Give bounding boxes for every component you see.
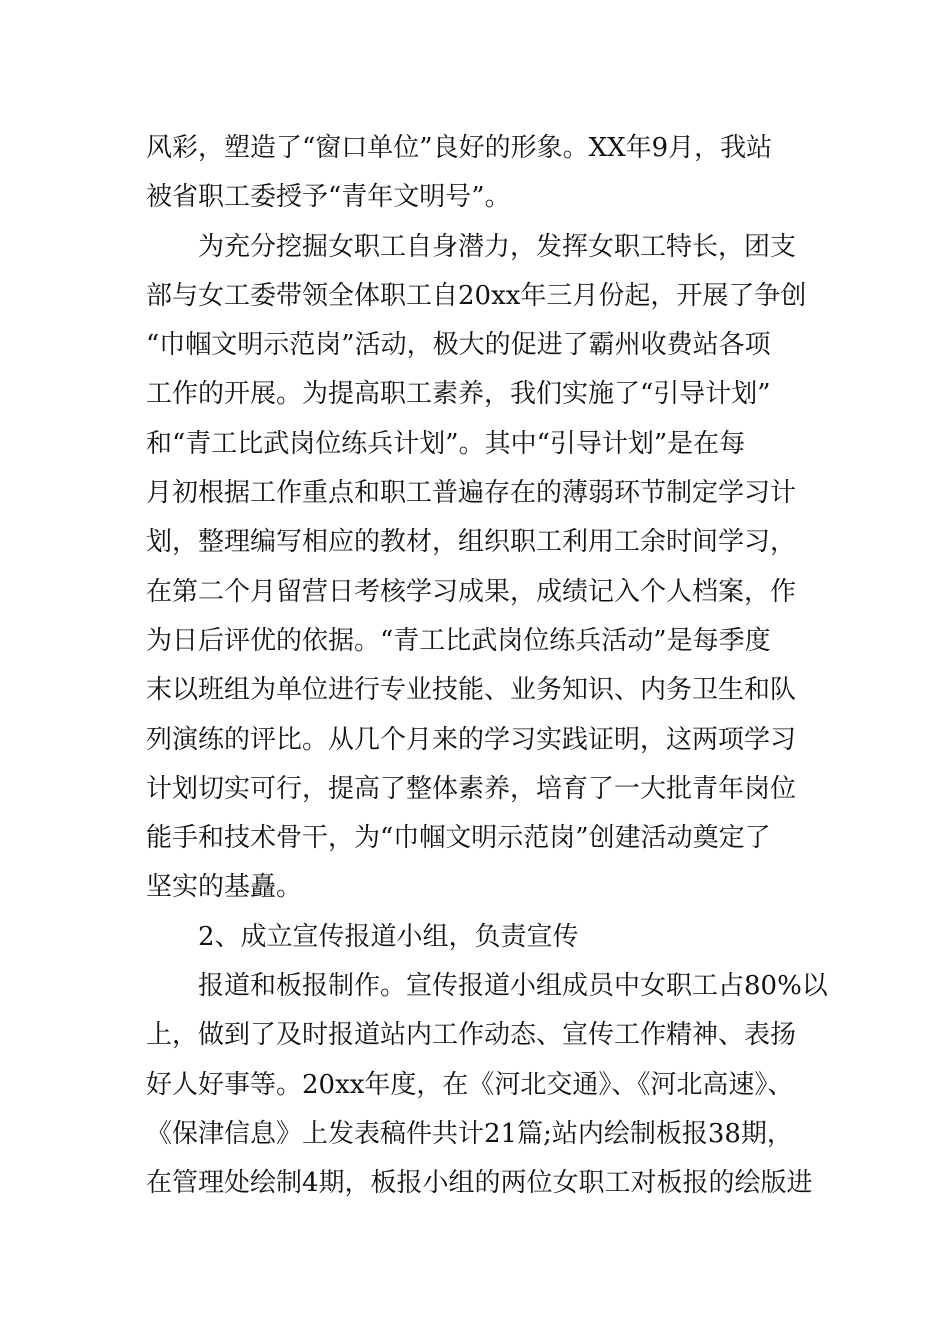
paragraph-first-line: 报道和板报制作。宣传报道小组成员中女职工占80%以: [198, 971, 828, 1002]
text-line: 工作的开展。为提高职工素养，我们实施了“引导计划”: [146, 379, 771, 410]
text-line: 在管理处绘制4期，板报小组的两位女职工对板报的绘版进: [146, 1168, 813, 1199]
text-line: 好人好事等。20xx年度，在《河北交通》、《河北高速》、: [146, 1069, 794, 1100]
text-line: 被省职工委授予“青年文明号”。: [146, 182, 511, 213]
section-heading: 2、成立宣传报道小组，负责宣传: [198, 921, 579, 952]
text-line: 风彩，塑造了“窗口单位”良好的形象。XX年9月，我站: [146, 133, 773, 163]
text-line: 划，整理编写相应的教材，组织职工利用工余时间学习，: [146, 527, 797, 558]
body-text: [146, 124, 846, 1209]
text-line: 计划切实可行，提高了整体素养，培育了一大批青年岗位: [146, 773, 797, 804]
text-line: 月初根据工作重点和职工普遍存在的薄弱环节制定学习计: [146, 478, 797, 509]
text-line: 上，做到了及时报道站内工作动态、宣传工作精神、表扬: [146, 1020, 797, 1051]
text-line: “巾帼文明示范岗”活动，极大的促进了霸州收费站各项: [146, 330, 771, 361]
text-line: 为日后评优的依据。“青工比武岗位练兵活动”是每季度: [146, 625, 771, 656]
text-line: 末以班组为单位进行专业技能、业务知识、内务卫生和队: [146, 675, 797, 706]
text-line: 《保津信息》上发表稿件共计21篇;站内绘制板报38期，: [146, 1118, 793, 1149]
text-line: 能手和技术骨干，为“巾帼文明示范岗”创建活动奠定了: [146, 823, 771, 854]
text-line: 在第二个月留营日考核学习成果，成绩记入个人档案，作: [146, 576, 797, 607]
text-line: 列演练的评比。从几个月来的学习实践证明，这两项学习: [146, 724, 797, 755]
text-line: 部与女工委带领全体职工自20xx年三月份起，开展了争创: [146, 280, 807, 311]
text-line: 和“青工比武岗位练兵计划”。其中“引导计划”是在每: [146, 428, 746, 459]
text-line: 坚实的基矗。: [146, 872, 303, 903]
paragraph-first-line: 为充分挖掘女职工自身潜力，发挥女职工特长，团支: [198, 231, 797, 262]
